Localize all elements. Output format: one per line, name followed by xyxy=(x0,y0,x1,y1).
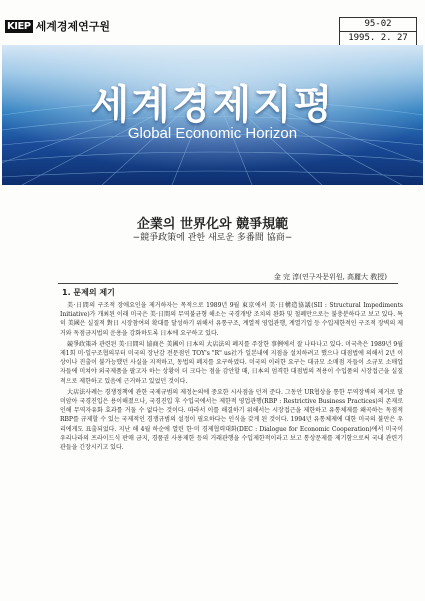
publisher-logo xyxy=(5,19,110,33)
banner-subtitle: Global Economic Horizon xyxy=(127,125,298,142)
banner-title: 세계경제지평 xyxy=(90,82,335,128)
issue-info-box xyxy=(339,17,417,47)
body-paragraph: 美·日間의 구조적 장애요인을 제거하자는 목적으로 1989년 9월 東京에서 美·日構造協議(SII : Structural Impediments Initiative)가 개최된 이래 미국은 美·日間의 무역불균형 해소는 국경개방 조치의 완화 및 철폐만으로는 불충분하다고 보고 있다. 특히 美國은 실질적 對日 시장참여의 확대를 달성하기 위해서 유통구조, 계열적 영업관행, 계열기업 등 수입제한적인 구조적 장벽의 제거와 독점금지법의 운용을 강화하도록 日本에 요구하고 있다. xyxy=(60,302,403,337)
article-title: 企業의 世界化와 競爭規範 xyxy=(136,217,289,232)
issue-number: 95-02 xyxy=(340,18,416,32)
section-heading: 1. 문제의 제기 xyxy=(62,288,115,297)
divider-top xyxy=(58,283,398,284)
body-paragraph: 大店法사례는 경쟁정책에 관한 국제규범의 제정논의에 중요한 시사점을 던져 준다. 그동안 UR협상을 통한 무역장벽의 제거로 말미암아 국경진입은 용이해졌으나, 국경진입 후 수입국에서는 제한적 영업관행(RBP : Restrictive Business Practices)의 존재로 인해 무역자유화 효과를 거둘 수 없다는 것이다. 따라서 이를 해결하기 위해서는 시장접근을 제한하고 유통체제를 왜곡하는 독점적 RBP를 규제할 수 있는 국제적인 경쟁규범의 설정이 필요하다는 인식을 갖게 된 것이다. 1994년 유통체제에 대한 미국의 불만은 우리에게도 표출되었다. 지난 해 4월 하순에 열린 한·미 경제협력대화(DEC : Dialogue for Economic Cooperation)에서 미국이 우리나라의 프라이드식 판매 금지, 경품권 사용제한 등의 거래관행을 수입제한적이라고 보고 통상문제를 제기함으로써 국내 관련기관들을 긴장시키고 있다. xyxy=(60,388,403,452)
logo-mark: KIEP xyxy=(7,20,31,32)
issue-date: 1995. 2. 27 xyxy=(348,33,408,43)
logo-text: 세계경제연구원 xyxy=(35,20,111,33)
cover-banner xyxy=(2,45,423,185)
article-body xyxy=(60,301,403,454)
author-line: 金 完 淳(연구자문위원, 高麗大 敎授) xyxy=(273,273,387,281)
article-subtitle: −競爭政策에 관한 새로운 多番間 協商− xyxy=(132,233,293,243)
body-paragraph: 競爭政策과 관련된 美·日間의 協商은 美國이 日本의 大店法의 폐지를 주장한 事例에서 잘 나타나고 있다. 미국측은 1989년 9월 제1회 미·일구조협의부터 미국의 장난감 전문점인 TOY's "R" us社가 일본내에 지점을 설치하려고 했으나 대점법에 의해서 2년 이상이나 진출이 불가능했던 사실을 지적하고, 동법의 폐지를 요구하였다. 미국의 이러한 요구는 대규모 소매점 자들이 소규모 소매업자들에 미쳐야 외국제품을 팔고자 하는 상황이 더 크다는 점을 감안할 때, 日本의 엄격한 대점법의 적용이 수입품의 시장접근을 실질적으로 제한하고 있음에 근거하고 있었던 것이다. xyxy=(60,340,403,385)
